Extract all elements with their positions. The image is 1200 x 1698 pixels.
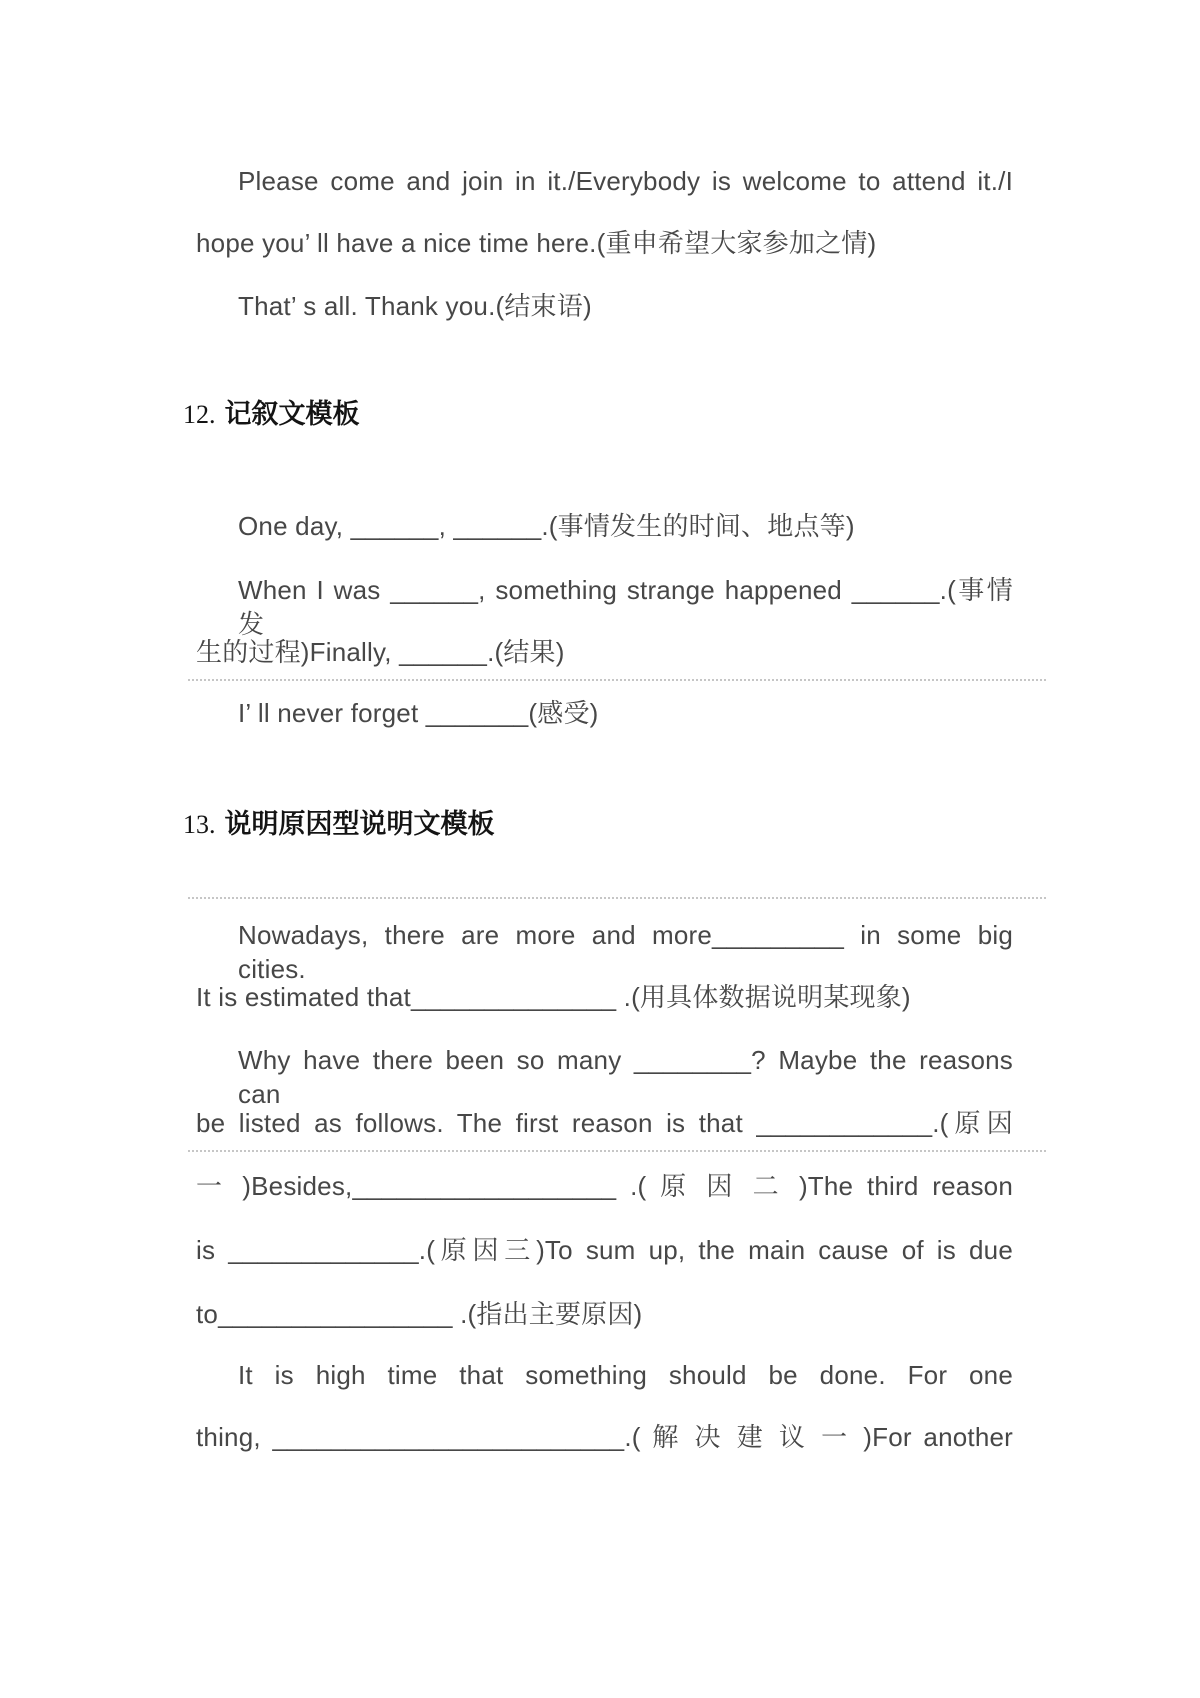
intro-line-1: Please come and join in it./Everybody is welcome to attend it./I [238, 166, 1013, 196]
section-12-number: 12. [183, 400, 216, 429]
s13-line-5: 一 )Besides,__________________ .( 原 因 二 )The third reason [196, 1171, 1013, 1201]
section-13-heading [183, 802, 495, 841]
s12-line-2: When I was ______, something strange happened ______.(事情发 [238, 575, 1013, 639]
dotted-divider-3 [188, 1150, 1046, 1152]
s13-line-1: Nowadays, there are more and more_________ in some big cities. [238, 920, 1013, 984]
dotted-divider-1 [188, 679, 1046, 681]
s13-line-6: is _____________.(原因三)To sum up, the main cause of is due [196, 1235, 1013, 1265]
section-13-title: 说明原因型说明文模板 [224, 809, 495, 839]
s12-line-1: One day, ______, ______.(事情发生的时间、地点等) [238, 511, 855, 541]
s13-line-4: be listed as follows. The first reason is that ____________.(原因 [196, 1108, 1013, 1138]
s13-line-7: to________________ .(指出主要原因) [196, 1299, 643, 1329]
section-12-title: 记叙文模板 [224, 399, 360, 429]
section-12-heading [183, 392, 360, 431]
s12-line-3: 生的过程)Finally, ______.(结果) [196, 637, 565, 667]
s13-line-8: It is high time that something should be done. For one [238, 1360, 1013, 1390]
document-content [183, 0, 1013, 1698]
intro-line-3: That’ s all. Thank you.(结束语) [238, 291, 592, 321]
intro-line-2: hope you’ ll have a nice time here.(重申希望大家参加之情) [196, 228, 877, 258]
s13-line-2: It is estimated that______________ .(用具体数据说明某现象) [196, 982, 911, 1012]
s12-line-4: I’ ll never forget _______(感受) [238, 698, 599, 728]
s13-line-9: thing, ________________________.( 解 决 建 议 一 )For another [196, 1422, 1013, 1452]
dotted-divider-2 [188, 897, 1046, 899]
section-13-number: 13. [183, 810, 216, 839]
s13-line-3: Why have there been so many ________? Maybe the reasons can [238, 1045, 1013, 1109]
